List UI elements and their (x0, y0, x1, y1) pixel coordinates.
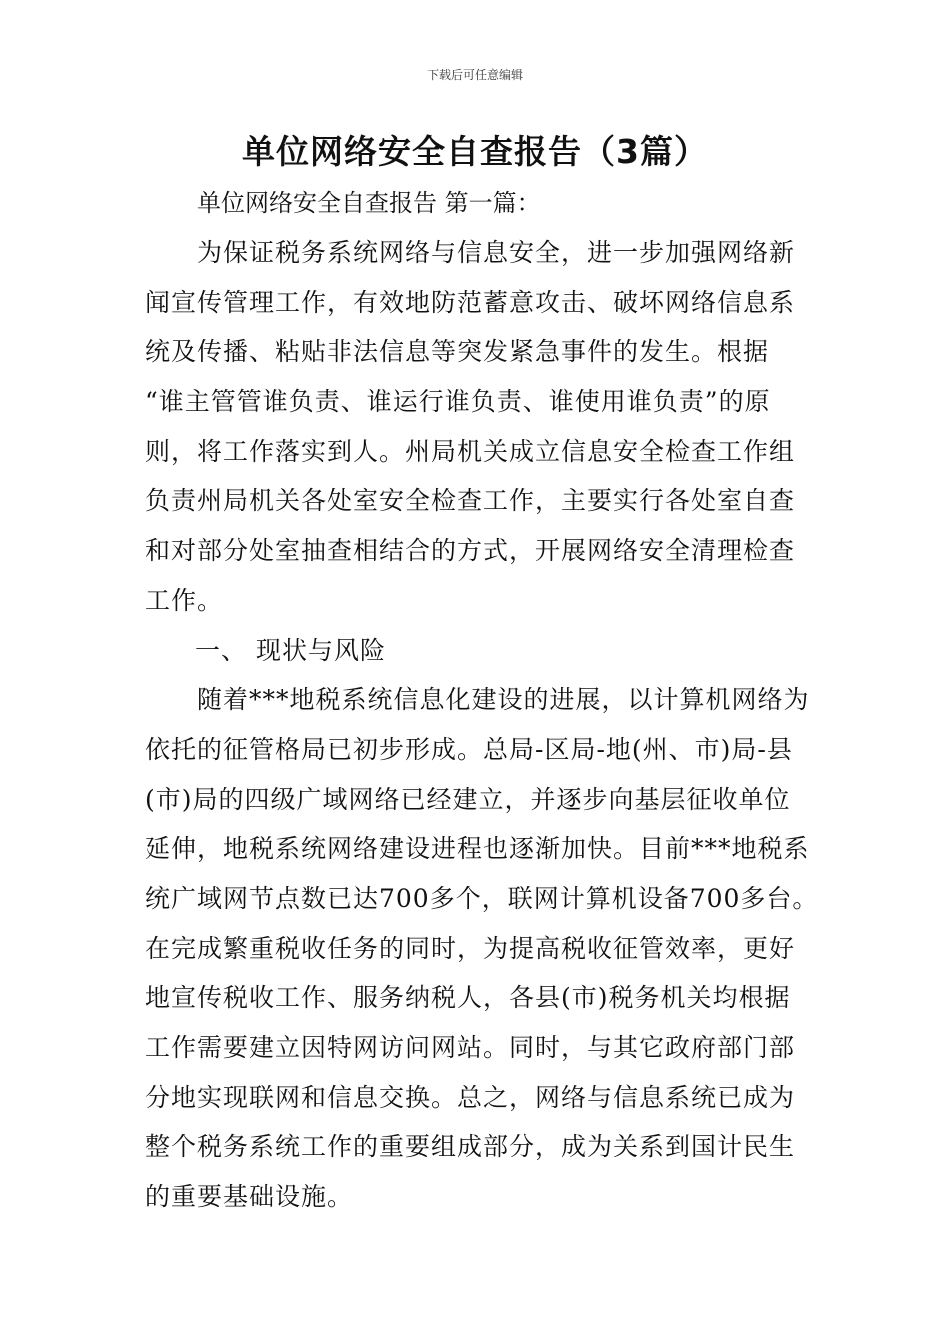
paragraph-line: 工作需要建立因特网访问网站。同时，与其它政府部门部 (145, 1033, 796, 1062)
paragraph-line: 分地实现联网和信息交换。总之，网络与信息系统已成为 (145, 1082, 796, 1112)
paragraph-line: 负责州局机关各处室安全检查工作，主要实行各处室自查 (145, 486, 796, 516)
paragraph-line: 统及传播、粘贴非法信息等突发紧急事件的发生。根据 (145, 337, 770, 367)
paragraph-line: 依托的征管格局已初步形成。总局-区局-地(州、市)局-县 (145, 734, 793, 764)
section-heading: 一、 现状与风险 (195, 635, 386, 665)
document-title: 单位网络安全自查报告（3篇） (242, 132, 708, 171)
paragraph-line: 在完成繁重税收任务的同时，为提高税收征管效率，更好 (145, 933, 796, 963)
paragraph-line: 则，将工作落实到人。州局机关成立信息安全检查工作组 (145, 436, 796, 466)
paragraph-line: 闻宣传管理工作，有效地防范蓄意攻击、破坏网络信息系 (145, 287, 796, 317)
paragraph-line: (市)局的四级广域网络已经建立，并逐步向基层征收单位 (145, 784, 791, 814)
paragraph-line: 整个税务系统工作的重要组成部分，成为关系到国计民生 (145, 1132, 796, 1162)
paragraph-line: 的重要基础设施。 (145, 1182, 354, 1212)
paragraph-line: 统广域网节点数已达700多个，联网计算机设备700多台。 (145, 883, 819, 913)
section-subtitle: 单位网络安全自查报告 第一篇： (197, 189, 541, 217)
paragraph-line: 地宣传税收工作、服务纳税人，各县(市)税务机关均根据 (145, 983, 791, 1013)
paragraph-line: 为保证税务系统网络与信息安全，进一步加强网络新 (197, 238, 796, 267)
paragraph-line: 延伸，地税系统网络建设进程也逐渐加快。目前***地税系 (145, 834, 810, 864)
paragraph-line: 和对部分处室抽查相结合的方式，开展网络安全清理检查 (145, 536, 796, 566)
paragraph-line: 随着***地税系统信息化建设的进展，以计算机网络为 (197, 685, 810, 715)
header-note: 下载后可任意编辑 (426, 68, 523, 82)
paragraph-line: 工作。 (145, 585, 224, 615)
paragraph-line: “谁主管管谁负责、谁运行谁负责、谁使用谁负责”的原 (145, 387, 771, 417)
document-body (145, 228, 817, 1222)
